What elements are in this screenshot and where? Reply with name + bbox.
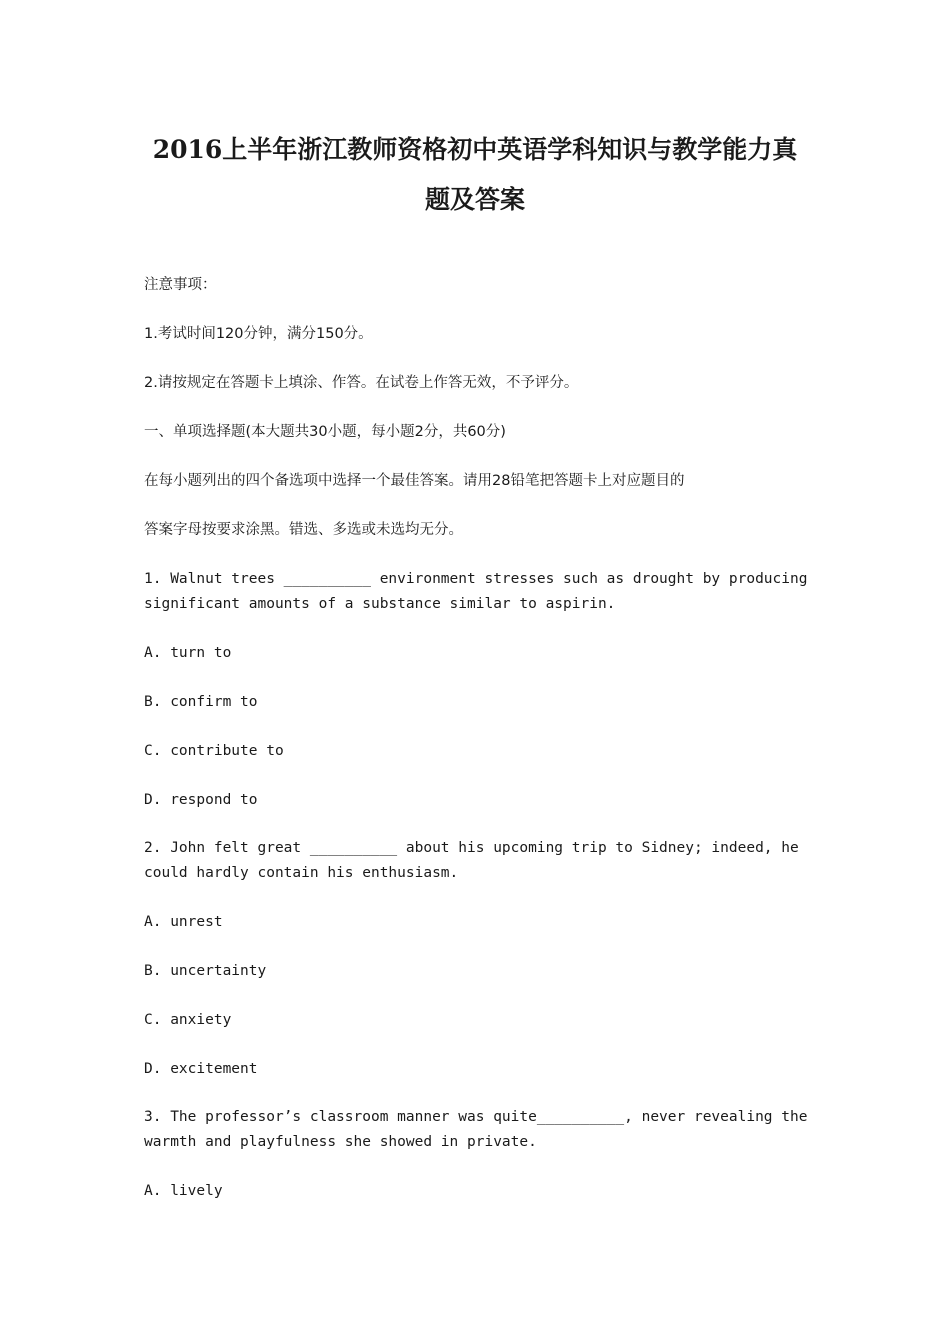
question-3-stem-line-1: 3. The professor’s classroom manner was quite__________, never revealing the — [144, 1109, 808, 1125]
notice-heading: 注意事项： — [144, 277, 217, 293]
question-2-option-b: B. uncertainty — [144, 963, 267, 979]
question-3-option-a: A. lively — [144, 1183, 223, 1199]
section-heading: 一、单项选择题(本大题共30小题，每小题2分，共60分) — [144, 424, 506, 440]
instruction-line-1: 在每小题列出的四个备选项中选择一个最佳答案。请用28铅笔把答题卡上对应题目的 — [144, 473, 685, 489]
question-1-stem-line-1: 1. Walnut trees __________ environment stresses such as drought by producing — [144, 571, 808, 587]
instruction-line-2: 答案字母按要求涂黑。错选、多选或未选均无分。 — [144, 522, 463, 538]
question-1-option-c: C. contribute to — [144, 743, 284, 759]
question-2-option-c: C. anxiety — [144, 1012, 232, 1028]
document-title-line-1: 2016上半年浙江教师资格初中英语学科知识与教学能力真 — [152, 135, 798, 164]
question-1-option-b: B. confirm to — [144, 694, 258, 710]
question-1-stem-line-2: significant amounts of a substance similar to aspirin. — [144, 596, 616, 612]
question-3-stem-line-2: warmth and playfulness she showed in private. — [144, 1134, 537, 1150]
question-1-option-d: D. respond to — [144, 792, 258, 808]
notice-item-2: 2.请按规定在答题卡上填涂、作答。在试卷上作答无效，不予评分。 — [144, 375, 579, 391]
document-title-line-2: 题及答案 — [424, 185, 525, 214]
question-2-stem-line-1: 2. John felt great __________ about his upcoming trip to Sidney; indeed, he — [144, 840, 799, 856]
question-2-stem-line-2: could hardly contain his enthusiasm. — [144, 865, 459, 881]
question-2-option-d: D. excitement — [144, 1061, 258, 1077]
notice-item-1: 1.考试时间120分钟，满分150分。 — [144, 326, 373, 342]
question-2-option-a: A. unrest — [144, 914, 223, 930]
question-1-option-a: A. turn to — [144, 645, 232, 661]
